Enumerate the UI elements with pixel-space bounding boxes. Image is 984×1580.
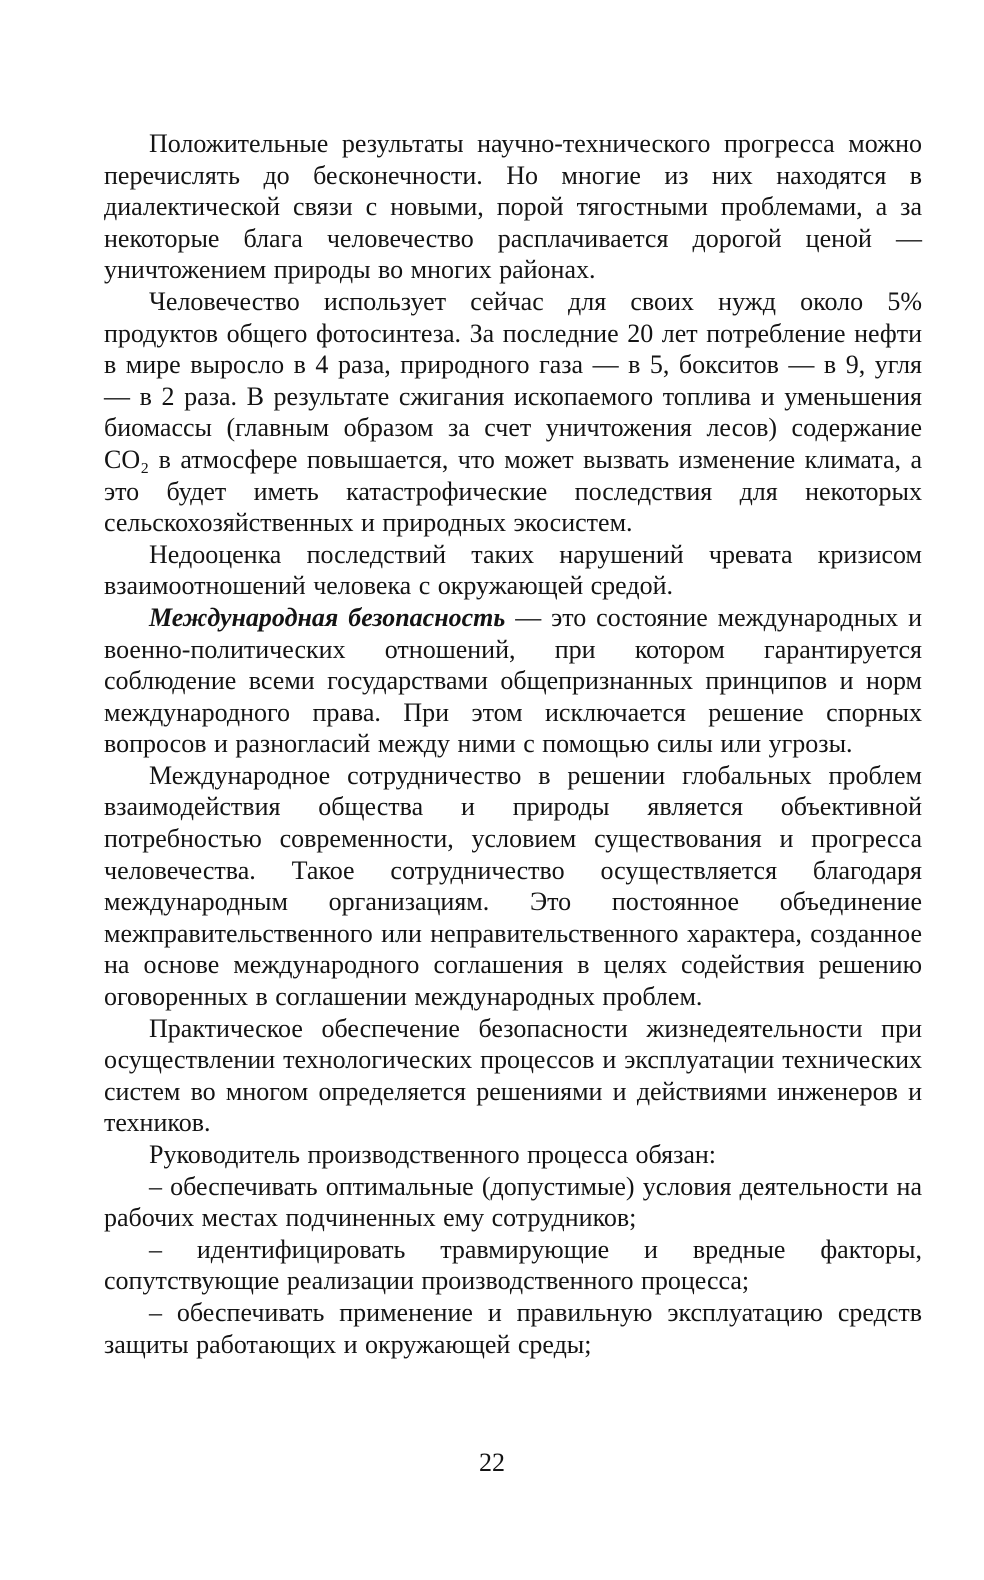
- list-item-optimal-conditions: – обеспечивать оптимальные (допустимые) условия деятельности на рабочих местах подчиненных ему сотрудников;: [104, 1171, 922, 1233]
- list-item-identify-factors: – идентифицировать травмирующие и вредные факторы, сопутствующие реализации производственного процесса;: [104, 1234, 922, 1296]
- paragraph-progress-results: Положительные результаты научно-технического прогресса можно перечислять до бесконечности. Но многие из них находятся в диалектической связи с новыми, порой тягостными проблемами, а за некоторые блага человечество расплачивается дорогой ценой — уничтожением природы во многих районах.: [104, 129, 922, 285]
- term-international-security: Международная безопасность: [149, 602, 506, 632]
- body-text: [104, 128, 922, 1360]
- paragraph-international-cooperation: Международное сотрудничество в решении глобальных проблем взаимодействия общества и природы является объективной потребностью современности, условием существования и прогресса человечества. Такое сотрудничество осуществляется благодаря международным организациям. Это постоянное объединение межправительственного или неправительственного характера, созданное на основе международного соглашения в целях содействия решению оговоренных в соглашении международных проблем.: [104, 760, 922, 1012]
- paragraph-underestimation: Недооценка последствий таких нарушений чревата кризисом взаимоотношений человека с окружающей средой.: [104, 539, 922, 601]
- page-number: 22: [479, 1448, 505, 1477]
- paragraph-practical-safety: Практическое обеспечение безопасности жизнедеятельности при осуществлении технологических процессов и эксплуатации технических систем во многом определяется решениями и действиями инженеров и техников.: [104, 1013, 922, 1138]
- paragraph-manager-duties-intro: Руководитель производственного процесса обязан:: [149, 1140, 717, 1169]
- paragraph-photosynthesis: Человечество использует сейчас для своих нужд около 5% продуктов общего фотосинтеза. За последние 20 лет потребление нефти в мире выросло в 4 раза, природного газа — в 5, бокситов — в 9, угля — в 2 раза. В результате сжигания ископаемого топлива и уменьшения биомассы (главным образом за счет уничтожения лесов) содержание СО₂ в атмосфере повышается, что может вызвать изменение климата, а это будет иметь катастрофические последствия для некоторых сельскохозяйственных и природных экосистем.: [104, 286, 922, 538]
- paragraph-international-security: [104, 602, 922, 760]
- list-item-protection-means: – обеспечивать применение и правильную эксплуатацию средств защиты работающих и окружающей среды;: [104, 1297, 922, 1359]
- definition-text: — это состояние международных и военно-политических отношений, при котором гарантируется соблюдение всеми государствами общепризнанных принципов и норм международного права. При этом исключается решение спорных вопросов и разногласий между ними с помощью силы или угрозы.: [104, 602, 922, 759]
